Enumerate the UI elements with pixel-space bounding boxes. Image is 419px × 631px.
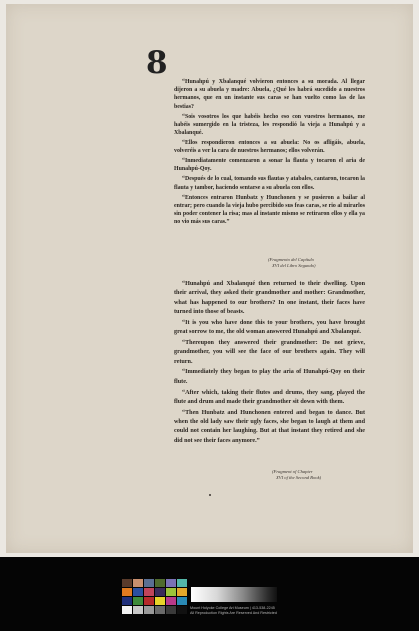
color-swatch bbox=[177, 579, 187, 587]
english-paragraph: “Then Hunbatz and Hunchonen entered and began to dance. But when the old lady saw their ugly faces, she began to laugh at them and could not contain her laughing. But at that instant they retired and she did not see their faces anymore.” bbox=[174, 409, 365, 444]
spanish-paragraph: “Ellos respondieron entonces a su abuela: No os afligáis, abuela, volveréis a ver la cara de nuestros hermanos; ellos volverán. bbox=[174, 140, 365, 155]
spanish-citation bbox=[268, 257, 316, 269]
color-swatch bbox=[133, 606, 143, 614]
color-swatch bbox=[155, 597, 165, 605]
spanish-paragraph: “Inmediatamente comenzaron a sonar la flauta y tocaron el aria de Hunahpú-Qoy. bbox=[174, 158, 365, 173]
color-swatch bbox=[155, 579, 165, 587]
credit-line: All Reproduction Rights Are Reserved And Restricted bbox=[190, 611, 277, 615]
citation-line: (Fragment of Chapter bbox=[272, 469, 313, 474]
spanish-paragraph: “Entonces entraron Hunbatz y Hunchonen y se pusieron a bailar al entrar; pero cuando la vieja hubo percibido sus feas caras, se rio al mirarlos sin poder contener la risa; mas al instante mismo se retiraron ellos y ella ya no vio más sus caras.” bbox=[174, 194, 365, 226]
grayscale-strip bbox=[191, 587, 277, 602]
color-swatch bbox=[133, 588, 143, 596]
color-swatch bbox=[122, 606, 132, 614]
color-swatch bbox=[133, 597, 143, 605]
page-numeral: 8 bbox=[146, 45, 168, 81]
color-swatch bbox=[166, 579, 176, 587]
color-swatch bbox=[144, 579, 154, 587]
citation-line: XVI of the Second Book) bbox=[276, 475, 322, 480]
english-text bbox=[174, 280, 365, 448]
english-paragraph: “Immediately they began to play the aria of Hunahpú-Qoy on their flute. bbox=[174, 369, 365, 385]
color-swatch bbox=[177, 606, 187, 614]
english-paragraph: “It is you who have done this to your brothers, you have brought great sorrow to me, the old woman answered Hunahpú and Xbalanqué. bbox=[174, 319, 365, 336]
spanish-paragraph: “Hunahpú y Xbalanqué volvieron entonces a su morada. Al llegar dijeron a su abuela y madre: Abuela, ¿Qué les habrá sucedido a nuestros hermanos, que en un instante sus caras se han vuelto como las de las bestias? bbox=[174, 79, 365, 110]
museum-credit bbox=[190, 606, 300, 616]
ink-speck bbox=[209, 494, 211, 496]
color-swatch bbox=[166, 588, 176, 596]
color-calibration-chart bbox=[122, 579, 188, 614]
english-paragraph: “Thereupon they answered their grandmother: Do not grieve, grandmother, you will see the face of our brothers again. They will return. bbox=[174, 339, 365, 365]
color-swatch bbox=[166, 597, 176, 605]
color-swatch bbox=[144, 606, 154, 614]
english-citation bbox=[272, 469, 321, 481]
citation-line: XVI del Libro Segundo) bbox=[272, 263, 316, 268]
color-swatch bbox=[144, 597, 154, 605]
color-swatch bbox=[122, 579, 132, 587]
color-swatch bbox=[177, 597, 187, 605]
credit-line: Mount Holyoke College Art Museum | 413-538-2245 bbox=[190, 606, 275, 610]
color-swatch bbox=[144, 588, 154, 596]
color-swatch bbox=[122, 597, 132, 605]
color-swatch bbox=[133, 579, 143, 587]
spanish-text bbox=[174, 78, 365, 228]
citation-line: (Fragmento del Capítulo bbox=[268, 257, 314, 262]
color-swatch bbox=[122, 588, 132, 596]
color-swatch bbox=[155, 606, 165, 614]
english-paragraph: “Hunahpú and Xbalanqué then returned to their dwelling. Upon their arrival, they asked their grandmother and mother: Grandmother, what has happened to our brothers? In one instant, their faces have turned into those of beasts. bbox=[174, 281, 365, 315]
spanish-paragraph: “Sois vosotros los que habéis hecho eso con vuestros hermanos, me habéis sumergido en la tristeza, les respondió la vieja a Hunahpú y a Xbalanqué. bbox=[174, 113, 365, 137]
spanish-paragraph: “Después de lo cual, tomando sus flautas y atabales, cantaron, tocaron la flauta y tambor, haciendo sentarse a su abuela con ellos. bbox=[174, 176, 365, 191]
color-swatch bbox=[155, 588, 165, 596]
english-paragraph: “After which, taking their flutes and drums, they sang, played the flute and drum and made their grandmother sit down with them. bbox=[174, 389, 365, 405]
color-swatch bbox=[166, 606, 176, 614]
color-swatch bbox=[177, 588, 187, 596]
